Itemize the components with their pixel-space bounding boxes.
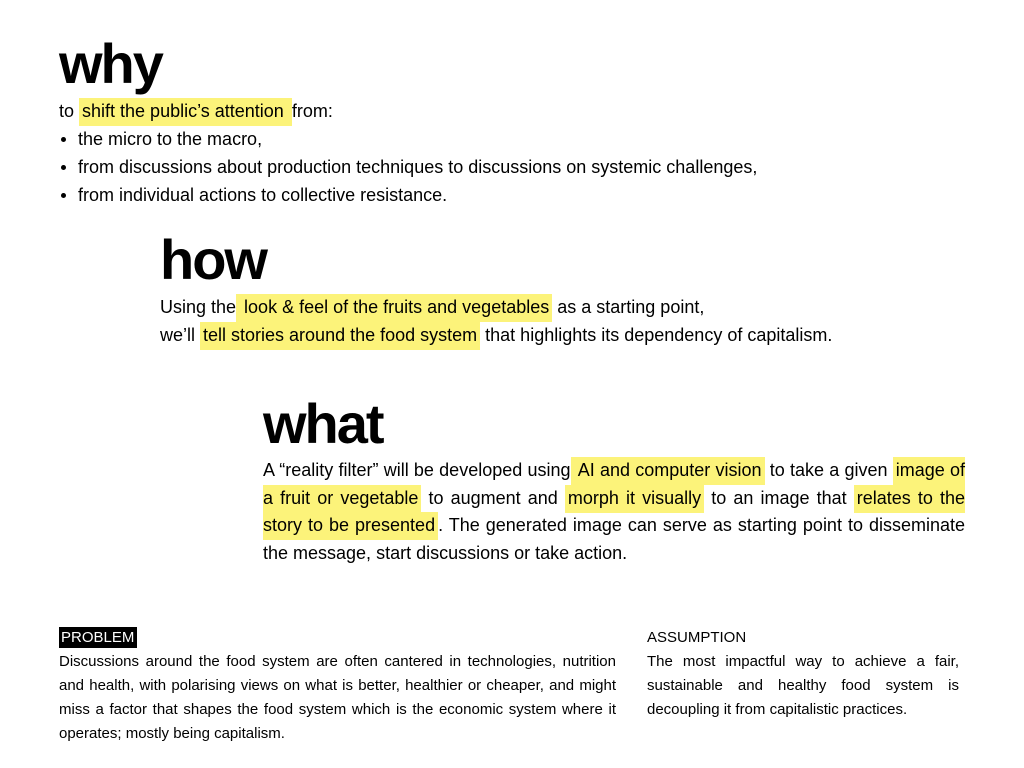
assumption-section	[647, 627, 959, 722]
what-highlight-1: AI and computer vision	[571, 457, 765, 485]
problem-section	[59, 627, 616, 746]
how-highlight-2: tell stories around the food system	[200, 322, 480, 350]
how-text: we’ll	[160, 325, 201, 345]
how-line-2	[160, 321, 920, 349]
why-intro-text-end: from:	[291, 101, 333, 121]
what-text: to take a given	[764, 460, 893, 480]
what-heading: what	[263, 392, 383, 455]
what-highlight-4: relates to the story to be presented	[263, 485, 965, 541]
how-heading: how	[160, 228, 266, 291]
how-text: Using the	[160, 297, 237, 317]
why-heading: why	[59, 32, 162, 95]
how-text: as a starting point,	[552, 297, 705, 317]
assumption-text: The most impactful way to achieve a fair, sustainable and healthy food system is decoupling it from capitalistic practices.	[647, 653, 959, 718]
what-highlight-2: image of a fruit or vegetable	[263, 457, 965, 513]
problem-label: PROBLEM	[59, 627, 137, 648]
what-highlight-3: morph it visually	[565, 485, 704, 513]
why-bullet-item: the micro to the macro,	[59, 125, 859, 153]
why-bullet-list	[59, 125, 859, 209]
why-intro	[59, 97, 859, 125]
why-intro-text: to	[59, 101, 80, 121]
problem-text: Discussions around the food system are often cantered in technologies, nutrition and health, with polarising views on what is better, healthier or cheaper, and might miss a factor that shapes the food system which is the economic system where it operates; mostly being capitalism.	[59, 653, 616, 742]
why-intro-highlight: shift the public’s attention	[79, 98, 292, 126]
why-bullet-item: from discussions about production techniques to discussions on systemic challenges,	[59, 153, 859, 181]
how-highlight-1: look & feel of the fruits and vegetables	[236, 294, 552, 322]
what-text: A “reality filter” will be developed using	[263, 460, 571, 480]
what-text: to augment and	[421, 487, 565, 508]
why-bullet-item: from individual actions to collective resistance.	[59, 181, 859, 209]
what-paragraph	[263, 457, 965, 567]
what-text: to an image that	[704, 487, 854, 508]
how-text: that highlights its dependency of capitalism.	[480, 325, 833, 345]
what-text: . The generated image can serve as starting point to disseminate the message, start discussions or take action.	[263, 515, 965, 563]
how-section	[160, 293, 920, 349]
assumption-label: ASSUMPTION	[647, 629, 747, 646]
why-section	[59, 97, 859, 209]
how-line-1	[160, 293, 920, 321]
